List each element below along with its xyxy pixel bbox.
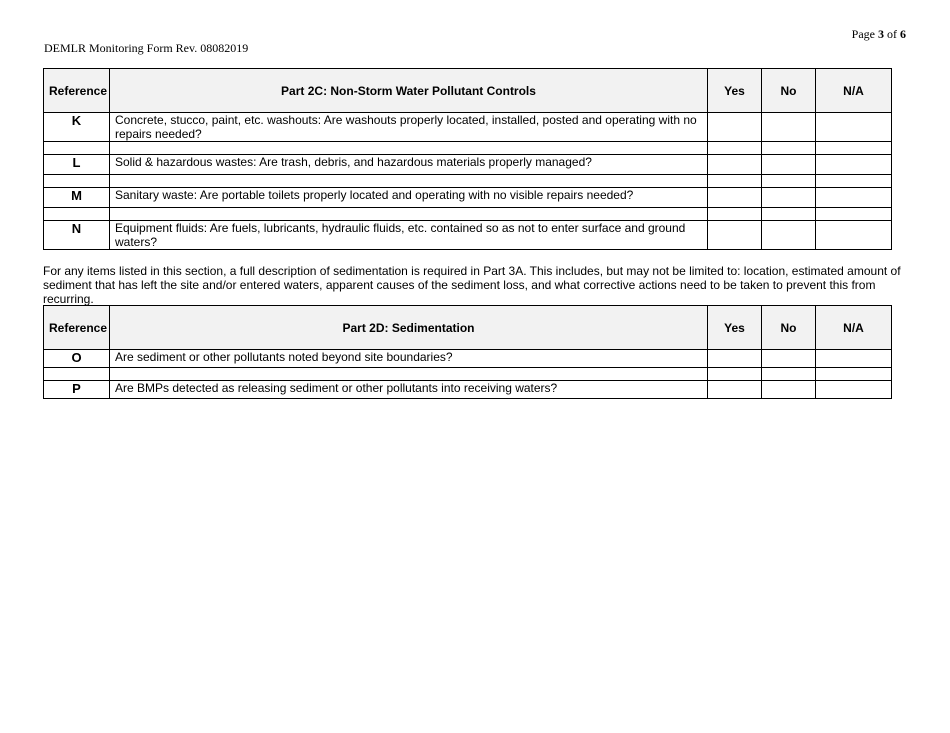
no-checkbox-cell[interactable] <box>762 188 816 208</box>
row-reference: K <box>44 113 110 142</box>
spacer-row <box>44 142 892 155</box>
reference-column-header: Reference <box>44 306 110 350</box>
page-current: 3 <box>878 27 884 41</box>
spacer-row <box>44 208 892 221</box>
table-header-row <box>44 69 892 113</box>
table-row <box>44 350 892 368</box>
row-question: Are BMPs detected as releasing sediment or other pollutants into receiving waters? <box>110 381 708 399</box>
row-question: Concrete, stucco, paint, etc. washouts: Are washouts properly located, installed, posted and operating with no repairs needed? <box>110 113 708 142</box>
row-reference: N <box>44 221 110 250</box>
sedimentation-note: For any items listed in this section, a full description of sedimentation is required in Part 3A. This includes, but may not be limited to: location, estimated amount of sediment that has left the site and/or entered waters, apparent causes of the sediment loss, and what corrective actions need to be taken to prevent this from recurring. <box>43 264 901 306</box>
no-checkbox-cell[interactable] <box>762 350 816 368</box>
page-number <box>852 27 906 42</box>
part-2c-table <box>43 68 892 250</box>
na-checkbox-cell[interactable] <box>816 221 892 250</box>
table-row <box>44 155 892 175</box>
yes-checkbox-cell[interactable] <box>708 221 762 250</box>
table-header-row <box>44 306 892 350</box>
yes-checkbox-cell[interactable] <box>708 188 762 208</box>
table-row <box>44 221 892 250</box>
row-reference: L <box>44 155 110 175</box>
na-checkbox-cell[interactable] <box>816 113 892 142</box>
spacer-row <box>44 368 892 381</box>
row-question: Solid & hazardous wastes: Are trash, debris, and hazardous materials properly managed? <box>110 155 708 175</box>
yes-checkbox-cell[interactable] <box>708 350 762 368</box>
na-checkbox-cell[interactable] <box>816 381 892 399</box>
na-checkbox-cell[interactable] <box>816 350 892 368</box>
yes-checkbox-cell[interactable] <box>708 155 762 175</box>
no-column-header: No <box>762 306 816 350</box>
row-question: Sanitary waste: Are portable toilets properly located and operating with no visible repairs needed? <box>110 188 708 208</box>
row-question: Equipment fluids: Are fuels, lubricants, hydraulic fluids, etc. contained so as not to enter surface and ground waters? <box>110 221 708 250</box>
yes-checkbox-cell[interactable] <box>708 381 762 399</box>
page-of: of <box>887 27 897 41</box>
na-checkbox-cell[interactable] <box>816 155 892 175</box>
page-label: Page <box>851 27 875 41</box>
row-reference: P <box>44 381 110 399</box>
no-checkbox-cell[interactable] <box>762 381 816 399</box>
page-total: 6 <box>900 27 906 41</box>
no-checkbox-cell[interactable] <box>762 221 816 250</box>
reference-column-header: Reference <box>44 69 110 113</box>
no-checkbox-cell[interactable] <box>762 155 816 175</box>
na-column-header: N/A <box>816 306 892 350</box>
row-reference: O <box>44 350 110 368</box>
no-column-header: No <box>762 69 816 113</box>
spacer-row <box>44 175 892 188</box>
table-row <box>44 113 892 142</box>
part-2c-title: Part 2C: Non-Storm Water Pollutant Controls <box>110 69 708 113</box>
yes-column-header: Yes <box>708 306 762 350</box>
row-reference: M <box>44 188 110 208</box>
part-2d-title: Part 2D: Sedimentation <box>110 306 708 350</box>
na-checkbox-cell[interactable] <box>816 188 892 208</box>
form-title: DEMLR Monitoring Form Rev. 08082019 <box>44 41 249 55</box>
table-row <box>44 381 892 399</box>
part-2d-table <box>43 305 892 399</box>
yes-checkbox-cell[interactable] <box>708 113 762 142</box>
na-column-header: N/A <box>816 69 892 113</box>
row-question: Are sediment or other pollutants noted beyond site boundaries? <box>110 350 708 368</box>
table-row <box>44 188 892 208</box>
no-checkbox-cell[interactable] <box>762 113 816 142</box>
yes-column-header: Yes <box>708 69 762 113</box>
